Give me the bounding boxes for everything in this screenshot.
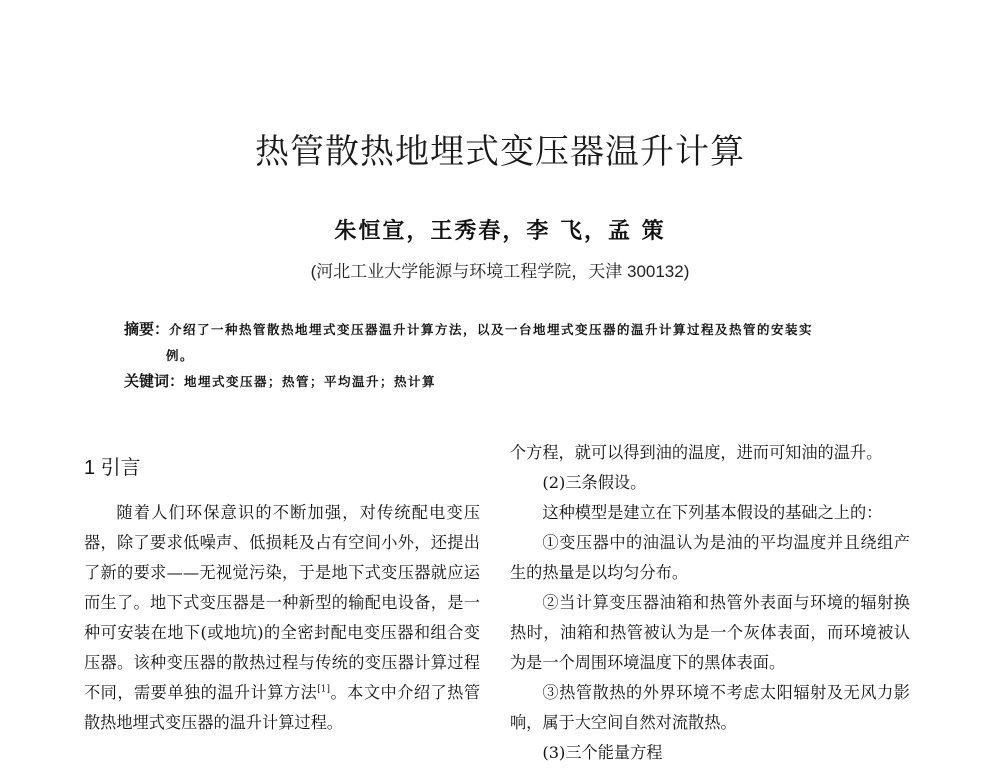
introduction-text-part2: 。本文中介绍了热管散热地埋式变压器的温升计算过程。	[84, 683, 481, 732]
right-text-cut-line: (3)三个能量方程	[542, 743, 663, 762]
author-list: 朱恒宣，王秀春，李 飞，孟 策	[334, 218, 666, 244]
assumptions-subheading: (2)三条假设。	[542, 473, 647, 492]
paper-title: 热管散热地埋式变压器温升计算	[255, 132, 745, 172]
reference-mark: [1]	[317, 684, 331, 695]
author-affiliation: (河北工业大学能源与环境工程学院，天津 300132)	[310, 262, 690, 281]
abstract-label: 摘要：	[124, 320, 170, 338]
right-column	[510, 438, 910, 762]
keywords-block	[124, 368, 880, 395]
assumptions-intro: 这种模型是建立在下列基本假设的基础之上的：	[542, 503, 883, 522]
abstract-text-line1: 介绍了一种热管散热地埋式变压器温升计算方法，以及一台地埋式变压器的温升计算过程及热管的安装实	[169, 322, 814, 337]
keywords-label: 关键词：	[124, 372, 185, 390]
abstract-block	[124, 316, 880, 369]
keywords-text: 地埋式变压器；热管；平均温升；热计算	[184, 374, 437, 389]
introduction-text-part1: 随着人们环保意识的不断加强，对传统配电变压器，除了要求低噪声、低损耗及占有空间小外，还提出了新的要求——无视觉污染，于是地下式变压器就应运而生了。地下式变压器是一种新型的输配电设备，是一种可安装在地下(或地坑)的全密封配电变压器和组合变压器。该种变压器的散热过程与传统的变压器计算过程不同，需要单独的温升计算方法	[84, 503, 480, 702]
abstract-text-line2: 例。	[166, 348, 195, 363]
assumption-2: ②当计算变压器油箱和热管外表面与环境的辐射换热时，油箱和热管被认为是一个灰体表面，而环境被认为是一个周围环境温度下的黑体表面。	[510, 593, 910, 672]
right-text-line1: 个方程，就可以得到油的温度，进而可知油的温升。	[510, 443, 883, 462]
introduction-paragraph	[84, 498, 480, 738]
section-heading-introduction: 1 引言	[84, 457, 141, 479]
assumption-3: ③热管散热的外界环境不考虑太阳辐射及无风力影响，属于大空间自然对流散热。	[510, 683, 910, 732]
assumption-1: ①变压器中的油温认为是油的平均温度并且绕组产生的热量是以均匀分布。	[510, 533, 910, 582]
left-column	[84, 454, 480, 738]
